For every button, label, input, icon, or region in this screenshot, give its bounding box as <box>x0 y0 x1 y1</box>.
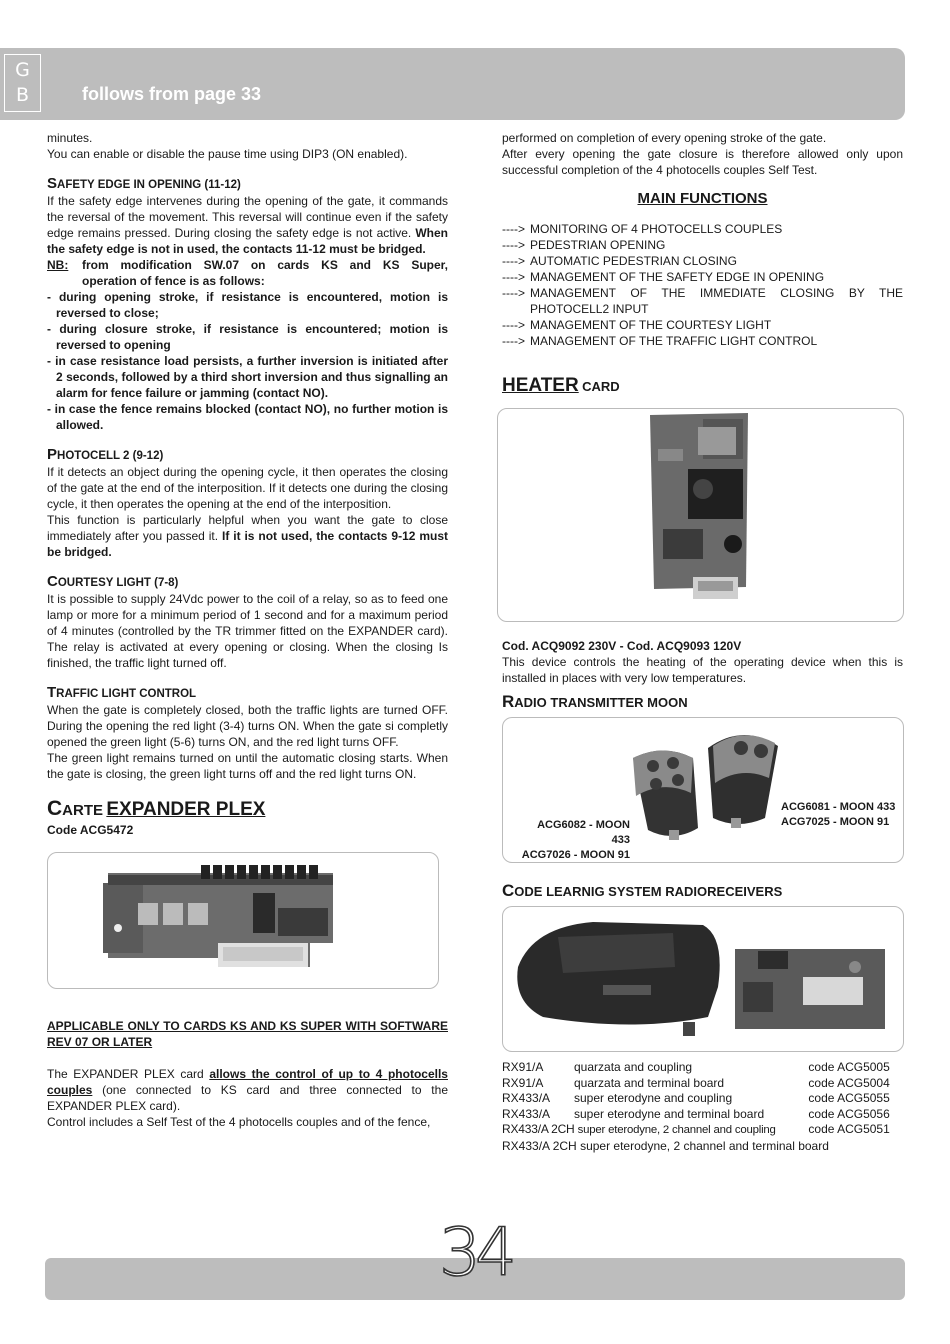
heading-rest: AFETY EDGE IN OPENING (11-12) <box>57 179 241 191</box>
photocell-text-2 <box>47 512 448 560</box>
left-column <box>47 130 448 1130</box>
function-text: AUTOMATIC PEDESTRIAN CLOSING <box>530 254 737 268</box>
courtesy-text: It is possible to supply 24Vdc power to the coil of a relay, so as to feed one lamp or more for a minimum period of 1 second and for a maximum period of 4 minutes (controlled by the TR trimmer fitted on the EXPANDER card). The relay is activated at every opening or closing. When the closing Is finished, the traffic light turned off. <box>47 592 448 670</box>
applicable-note: APPLICABLE ONLY TO CARDS KS AND KS SUPER WITH SOFTWARE REV 07 OR LATER <box>47 1019 448 1049</box>
expander-heading <box>47 798 448 822</box>
heading-rest: HOTOCELL 2 (9-12) <box>57 450 164 462</box>
main-functions-title: MAIN FUNCTIONS <box>637 190 768 207</box>
heading-rest-small: ARTE <box>62 802 104 819</box>
heading-initial: C <box>502 881 515 900</box>
photocell-text: If it detects an object during the opening cycle, it then operates the closing of the gate at the end of the interposition. If it detects one during the closing cycle, it then operates the opening at the end of the interposition. <box>47 465 448 511</box>
list-item: - during closure stroke, if resistance is encountered; motion is reversed to opening <box>47 322 448 352</box>
header-title: follows from page 33 <box>82 84 262 104</box>
heading-rest: RAFFIC LIGHT CONTROL <box>56 688 197 700</box>
table-row <box>502 1076 903 1092</box>
remote-code: ACG7025 - MOON 91 <box>781 816 890 828</box>
remote-label-right <box>781 800 895 830</box>
heater-text: This device controls the heating of the operating device when this is installed in places with very low temperatures. <box>502 655 903 685</box>
intro-line: You can enable or disable the pause time using DIP3 (ON enabled). <box>47 147 408 161</box>
nb-note <box>47 257 448 273</box>
code-cell: code ACG5051 <box>808 1122 890 1136</box>
remote-code: ACG7026 - MOON 91 <box>521 849 630 861</box>
remote-code: ACG6082 - MOON 433 <box>537 819 630 846</box>
expander-text <box>47 1066 448 1114</box>
list-item <box>502 253 903 269</box>
language-badge <box>4 54 41 112</box>
code-cell: code ACG5056 <box>808 1106 890 1121</box>
list-item <box>502 221 903 237</box>
list-item: - in case resistance load persists, a further inversion is initiated after 2 seconds, followed by a third short inversion and thus signalling an alarm for fence failure or jamming (contact NO). <box>47 354 448 400</box>
desc-cell: super eterodyne and terminal board <box>574 1106 765 1121</box>
intro-line: minutes. <box>47 131 93 145</box>
photocell-bold: If it is not used, the contacts 9-12 must be bridged. <box>47 529 449 559</box>
heater-card-photo <box>497 408 904 622</box>
courtesy-heading <box>47 574 448 591</box>
list-item: - during opening stroke, if resistance is encountered, motion is reversed to close; <box>47 290 448 320</box>
nb-text: from modification SW.07 on cards KS and KS Super, <box>82 258 448 272</box>
intro-line: After every opening the gate closure is therefore allowed only upon successful completion of the 4 photocells couples Self Test. <box>502 147 903 177</box>
table-row <box>502 1107 903 1123</box>
language-letter-bottom: B <box>15 84 30 106</box>
expander-card-photo <box>47 852 439 989</box>
arrow: ----> <box>502 222 525 236</box>
intro-line: performed on completion of every opening stroke of the gate. <box>502 131 827 145</box>
heater-card-image <box>498 409 904 622</box>
list-item <box>502 269 903 285</box>
heater-heading <box>502 375 903 398</box>
receiver-photo <box>502 906 904 1052</box>
traffic-text: When the gate is completely closed, both the traffic lights are turned OFF. During the opening the red light (3-4) turns ON. When the gate si completly opened the green light (5-6) turns ON, and the red light turns OFF. <box>47 703 448 749</box>
expander-text-bold: allows the control of up to 4 photocells couples <box>47 1067 448 1097</box>
safety-edge-heading <box>47 176 448 193</box>
page-number: 34 <box>439 1214 511 1291</box>
arrow: ----> <box>502 270 525 284</box>
heading-rest-large: HEATER <box>502 375 579 396</box>
model-desc-cell <box>502 1122 808 1139</box>
heater-code: Cod. ACQ9092 230V - Cod. ACQ9093 120V <box>502 639 742 653</box>
receivers-table <box>502 1060 903 1154</box>
expander-text-end: (one connected to KS card and three connected to the EXPANDER PLEX card). <box>47 1083 448 1113</box>
heading-initial: P <box>47 446 58 463</box>
list-item <box>502 333 903 349</box>
remote-code: ACG6081 - MOON 433 <box>781 801 896 813</box>
arrow: ----> <box>502 254 525 268</box>
heading-rest: ODE LEARNIG SYSTEM RADIORECEIVERS <box>514 884 783 899</box>
list-item <box>502 237 903 253</box>
arrow: ----> <box>502 286 525 300</box>
list-item <box>502 285 903 317</box>
function-text: MANAGEMENT OF THE COURTESY LIGHT <box>530 318 772 332</box>
function-text: MANAGEMENT OF THE TRAFFIC LIGHT CONTROL <box>530 334 818 348</box>
photocell-body: This function is particularly helpful when you want the gate to close immediately after you passed it. <box>47 513 448 543</box>
arrow: ----> <box>502 238 525 252</box>
code-cell: code ACG5055 <box>808 1091 890 1105</box>
heading-initial: S <box>47 175 58 192</box>
remote-photo <box>502 717 904 863</box>
desc-cell: quarzata and terminal board <box>574 1075 725 1090</box>
traffic-heading <box>47 685 448 702</box>
heading-rest: OURTESY LIGHT (7-8) <box>57 577 179 589</box>
model-cell: RX433/A 2CH <box>502 1138 577 1153</box>
desc-cell: super eterodyne and coupling <box>574 1091 733 1105</box>
radio-heading <box>502 694 903 711</box>
expander-text-start: The EXPANDER PLEX card <box>47 1067 210 1081</box>
remote-label-left <box>520 818 630 863</box>
model-cell: RX433/A <box>502 1091 551 1105</box>
list-item <box>502 317 903 333</box>
heading-rest: ADIO TRANSMITTER MOON <box>514 695 688 710</box>
code-learning-heading <box>502 883 903 900</box>
function-text: MANAGEMENT OF THE IMMEDIATE CLOSING BY THE PHOTOCELL2 INPUT <box>530 286 903 316</box>
photocell-heading <box>47 447 448 464</box>
heading-rest-large: EXPANDER PLEX <box>106 799 266 820</box>
model-cell: RX91/A <box>502 1075 544 1090</box>
heading-initial: C <box>47 797 63 820</box>
language-letter-top: G <box>15 59 30 81</box>
right-column <box>502 130 903 1154</box>
table-row <box>502 1091 903 1107</box>
function-text: MONITORING OF 4 PHOTOCELLS COUPLES <box>530 222 783 236</box>
table-row <box>502 1122 903 1139</box>
list-item: - in case the fence remains blocked (contact NO), no further motion is allowed. <box>47 402 448 432</box>
code-cell: code ACG5005 <box>808 1060 890 1074</box>
heading-initial: C <box>47 573 58 590</box>
table-row <box>502 1139 903 1155</box>
desc-cell: super eterodyne, 2 channel and terminal board <box>580 1138 829 1153</box>
heading-rest-small: CARD <box>582 379 620 394</box>
heading-initial: T <box>47 684 57 701</box>
model-cell: RX91/A <box>502 1060 544 1074</box>
heading-initial: R <box>502 692 515 711</box>
model-cell: RX433/A <box>502 1106 551 1121</box>
model-cell: RX433/A 2CH <box>502 1122 575 1136</box>
traffic-text-2: The green light remains turned on until the automatic closing starts. When the gate is closing, the green light turns off and the red light turns ON. <box>47 751 448 781</box>
safety-edge-body: If the safety edge intervenes during the opening of the gate, it commands the reversal of the movement. This reversal will continue even if the safety edge remains pressed. During closing the safety edge is not active. <box>47 194 448 240</box>
nb-text-continued: operation of fence is as follows: <box>82 274 265 288</box>
nb-label: NB: <box>47 258 69 272</box>
desc-cell: super eterodyne, 2 channel and coupling <box>577 1124 776 1136</box>
arrow: ----> <box>502 318 525 332</box>
function-text: MANAGEMENT OF THE SAFETY EDGE IN OPENING <box>530 270 825 284</box>
expander-code: Code ACG5472 <box>47 823 134 837</box>
functions-list <box>502 221 903 349</box>
desc-cell: quarzata and coupling <box>574 1060 693 1074</box>
expander-text-2: Control includes a Self Test of the 4 photocells couples and of the fence, <box>47 1115 431 1129</box>
receiver-image <box>503 907 904 1052</box>
safety-edge-bold: When the safety edge is not in used, the contacts 11-12 must be bridged. <box>47 226 448 256</box>
code-cell: code ACG5004 <box>808 1075 890 1090</box>
table-row <box>502 1060 903 1076</box>
expander-card-image <box>48 853 439 989</box>
safety-edge-text <box>47 193 448 257</box>
model-desc-cell <box>502 1139 903 1155</box>
function-text: PEDESTRIAN OPENING <box>530 238 666 252</box>
arrow: ----> <box>502 334 525 348</box>
